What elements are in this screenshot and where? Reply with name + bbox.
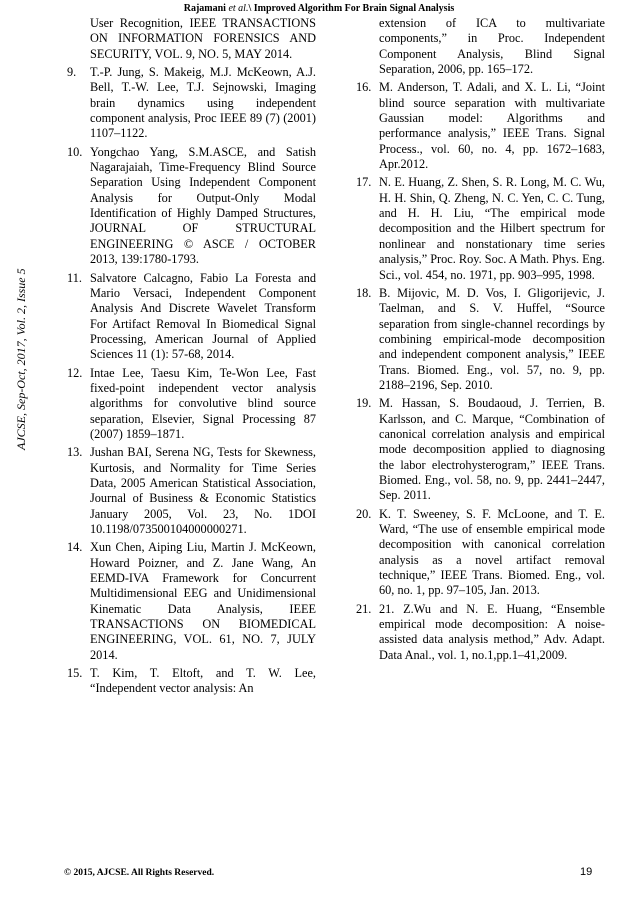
reference-number: 15. [67,666,83,681]
reference-text: T. Kim, T. Eltoft, and T. W. Lee, “Independent vector analysis: An [90,666,316,696]
references-left-column [67,16,316,700]
reference-number: 18. [356,285,372,300]
reference-item [67,271,316,363]
page-number: 19 [580,866,593,878]
reference-text: M. Hassan, S. Boudaoud, J. Terrien, B. Karlsson, and C. Marque, “Combination of canonical correlation analysis and empirical mode decomposition applied to diagnosing the labor electrohysterogram,” IEEE Trans. Biomed. Eng., vol. 58, no. 9, pp. 2441–2447, Sep. 2011. [379,396,605,503]
reference-number: 11. [67,270,82,285]
reference-number: 12. [67,365,83,380]
reference-text: N. E. Huang, Z. Shen, S. R. Long, M. C. Wu, H. H. Shin, Q. Zheng, N. C. Yen, C. C. Tung, and H. H. Liu, “The empirical mode decomposition and the Hilbert spectrum for nonlinear and nonstationary time series analysis,” Proc. Roy. Soc. A Math. Phys. Eng. Sci., vol. 454, no. 1971, pp. 903–995, 1998. [379,175,606,282]
reference-continuation-left: User Recognition, IEEE TRANSACTIONS ON INFORMATION FORENSICS AND SECURITY, VOL. 9, NO. 5, MAY 2014. [90,16,316,61]
reference-item [356,80,605,172]
reference-item [356,396,605,503]
reference-number: 19. [356,396,372,411]
reference-number: 9. [67,65,77,80]
reference-continuation-right: extension of ICA to multivariate components,” in Proc. Independent Component Analysis, Blind Signal Separation, 2006, pp. 165–172. [379,16,605,77]
reference-number: 17. [356,175,372,190]
reference-number: 20. [356,506,372,521]
reference-text: T.-P. Jung, S. Makeig, M.J. McKeown, A.J. Bell, T.-W. Lee, T.J. Sejnowski, Imaging brain dynamics using independent component analysis, Proc IEEE 89 (7) (2001) 1107–1122. [90,65,316,141]
reference-text: B. Mijovic, M. D. Vos, I. Gligorijevic, J. Taelman, and S. V. Huffel, “Source separation from single-channel recordings by combining empirical-mode decomposition and independent component analysis,” IEEE Trans. Biomed. Eng., vol. 57, no. 9, pp. 2188–2196, Sep. 2010. [379,285,605,392]
journal-side-label: AJCSE, Sep-Oct, 2017, Vol. 2, Issue 5 [14,268,28,450]
reference-item [67,65,316,142]
reference-item [67,540,316,663]
reference-number: 10. [67,144,83,159]
reference-item [67,666,316,697]
reference-text: M. Anderson, T. Adali, and X. L. Li, “Joint blind source separation with multivariate Gaussian model: Algorithms and performance analysis,” IEEE Trans. Signal Process., vol. 60, no. 4, pp. 1672–1683, Apr.2012. [379,80,605,172]
reference-number: 14. [67,540,83,555]
reference-text: Intae Lee, Taesu Kim, Te-Won Lee, Fast fixed-point independent vector analysis algorithms for convolutive blind source separation, Elsevier, Signal Processing 87 (2007) 1859–1871. [90,365,316,441]
header-title: \ Improved Algorithm For Brain Signal Analysis [248,3,455,14]
reference-item [67,366,316,443]
reference-item [356,175,605,282]
reference-text: Yongchao Yang, S.M.ASCE, and Satish Nagarajaiah, Time-Frequency Blind Source Separation Using Independent Component Analysis for Output-Only Modal Identification of Highly Damped Structures, JOURNAL OF STRUCTURAL ENGINEERING © ASCE / OCTOBER 2013, 139:1780-1793. [90,144,316,267]
reference-text: Xun Chen, Aiping Liu, Martin J. McKeown, Howard Poizner, and Z. Jane Wang, An EEMD-IVA Framework for Concurrent Multidimensional EEG and Unidimensional Kinematic Data Analysis, IEEE TRANSACTIONS ON BIOMEDICAL ENGINEERING, VOL. 61, NO. 7, JULY 2014. [90,540,316,662]
reference-text: Salvatore Calcagno, Fabio La Foresta and Mario Versaci, Independent Component Analysis And Discrete Wavelet Transform For Artifact Removal In Biomedical Signal Processing, American Journal of Applied Sciences 11 (1): 57-68, 2014. [90,270,316,362]
reference-text: K. T. Sweeney, S. F. McLoone, and T. E. Ward, “The use of ensemble empirical mode decomposition with canonical correlation analysis as a novel artifact removal technique,” IEEE Trans. Biomed. Eng., vol. 60, no. 1, pp. 97–105, Jan. 2013. [379,506,605,598]
reference-item [356,602,605,663]
reference-text: 21. Z.Wu and N. E. Huang, “Ensemble empirical mode decomposition: A noise-assisted data analysis method,” Adv. Adapt. Data Anal., vol. 1, no.1,pp.1–41,2009. [379,601,605,662]
copyright-notice: © 2015, AJCSE. All Rights Reserved. [64,868,215,878]
references-right-column [356,16,605,666]
reference-number: 13. [67,445,83,460]
header-etal: et al. [228,3,249,14]
reference-item [67,145,316,268]
reference-number: 16. [356,80,372,95]
running-header [0,2,638,16]
reference-text: Jushan BAI, Serena NG, Tests for Skewness, Kurtosis, and Normality for Time Series Data, 2005 American Statistical Association, Journal of Business & Economic Statistics January 2005, Vol. 23, No. 1DOI 10.1198/073500104000000271. [90,445,316,536]
reference-item [356,507,605,599]
header-author: Rajamani [183,3,229,14]
reference-item [356,286,605,393]
reference-item [67,445,316,537]
reference-number: 21. [356,601,372,616]
